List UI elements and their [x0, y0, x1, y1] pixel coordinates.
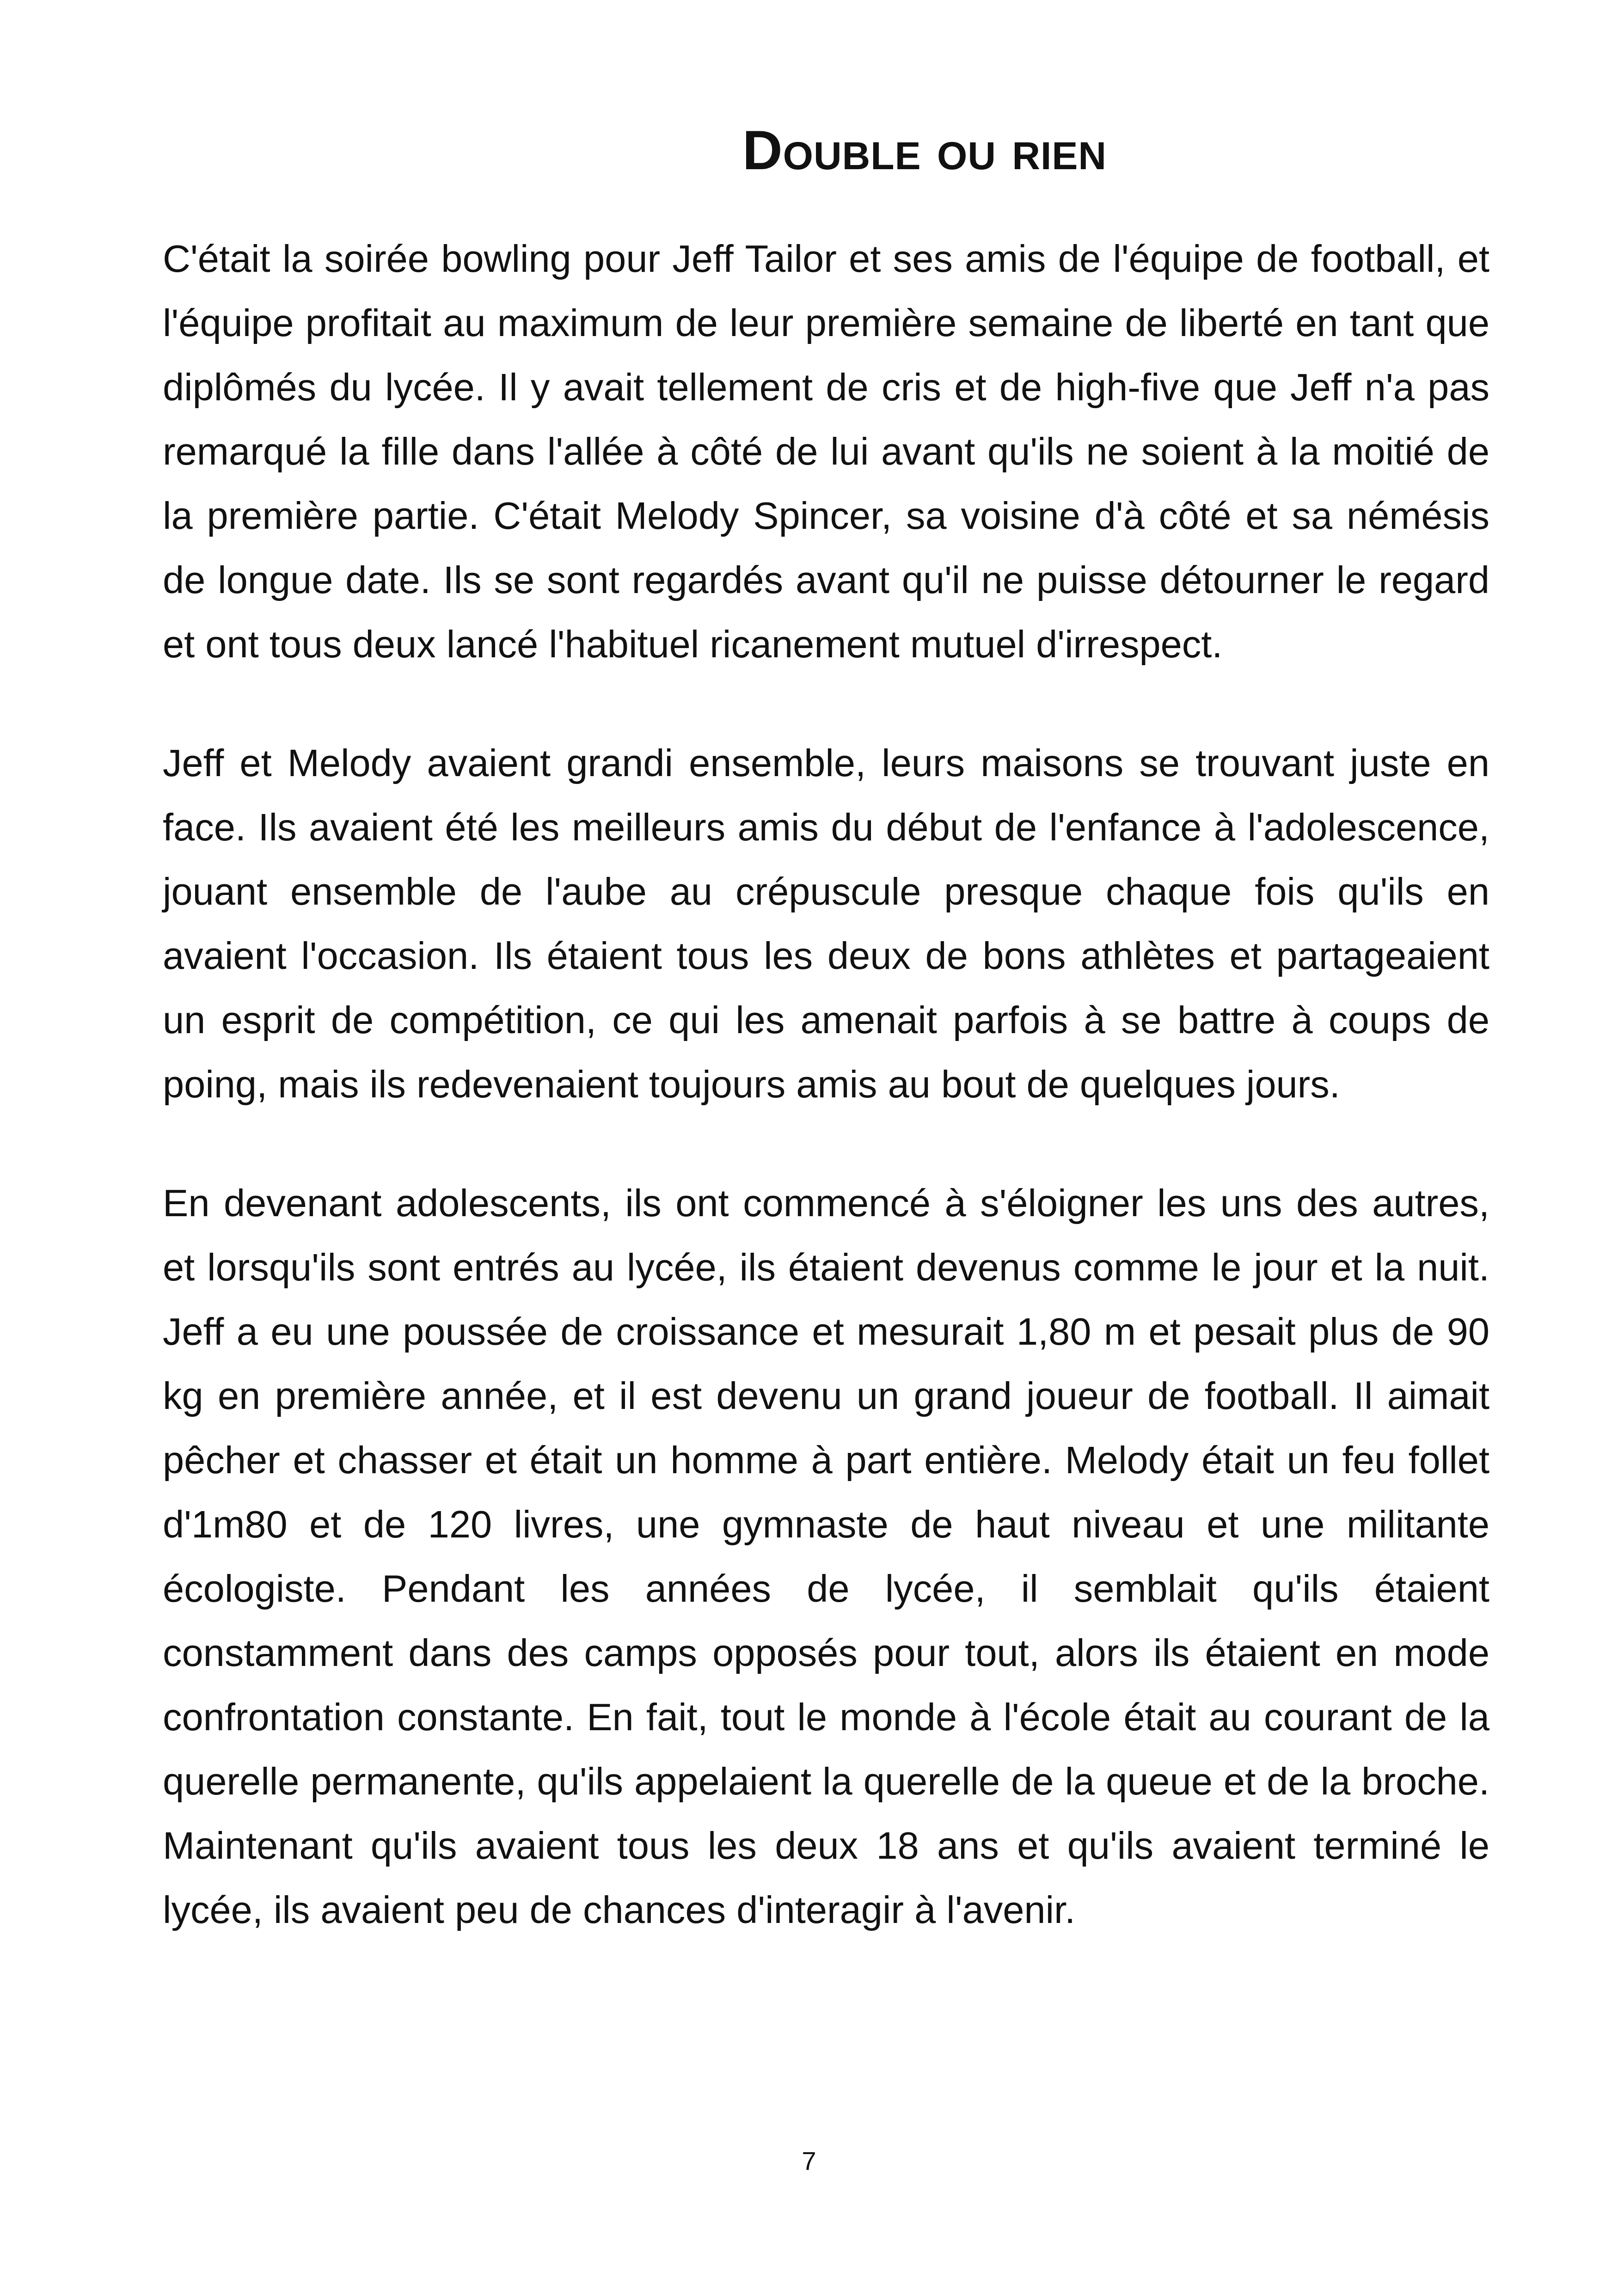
- body-text: [163, 227, 1489, 1996]
- page-number: 7: [802, 2146, 816, 2175]
- paragraph-1: C'était la soirée bowling pour Jeff Tailor et ses amis de l'équipe de football, et l'équipe profitait au maximum de leur première semaine de liberté en tant que diplômés du lycée. Il y avait tellement de cris et de high-five que Jeff n'a pas remarqué la fille dans l'allée à côté de lui avant qu'ils ne soient à la moitié de la première partie. C'était Melody Spincer, sa voisine d'à côté et sa némésis de longue date. Ils se sont regardés avant qu'il ne puisse détourner le regard et ont tous deux lancé l'habituel ricanement mutuel d'irrespect.: [163, 237, 1489, 666]
- paragraph-2: Jeff et Melody avaient grandi ensemble, leurs maisons se trouvant juste en face. Ils avaient été les meilleurs amis du début de l'enfance à l'adolescence, jouant ensemble de l'aube au crépuscule presque chaque fois qu'ils en avaient l'occasion. Ils étaient tous les deux de bons athlètes et partageaient un esprit de compétition, ce qui les amenait parfois à se battre à coups de poing, mais ils redevenaient toujours amis au bout de quelques jours.: [163, 741, 1489, 1106]
- chapter-title: Double ou rien: [742, 119, 1107, 181]
- paragraph-3: En devenant adolescents, ils ont commencé à s'éloigner les uns des autres, et lorsqu'ils sont entrés au lycée, ils étaient devenus comme le jour et la nuit. Jeff a eu une poussée de croissance et mesurait 1,80 m et pesait plus de 90 kg en première année, et il est devenu un grand joueur de football. Il aimait pêcher et chasser et était un homme à part entière. Melody était un feu follet d'1m80 et de 120 livres, une gymnaste de haut niveau et une militante écologiste. Pendant les années de lycée, il semblait qu'ils étaient constamment dans des camps opposés pour tout, alors ils étaient en mode confrontation constante. En fait, tout le monde à l'école était au courant de la querelle permanente, qu'ils appelaient la querelle de la queue et de la broche. Maintenant qu'ils avaient tous les deux 18 ans et qu'ils avaient terminé le lycée, ils avaient peu de chances d'interagir à l'avenir.: [163, 1182, 1489, 1931]
